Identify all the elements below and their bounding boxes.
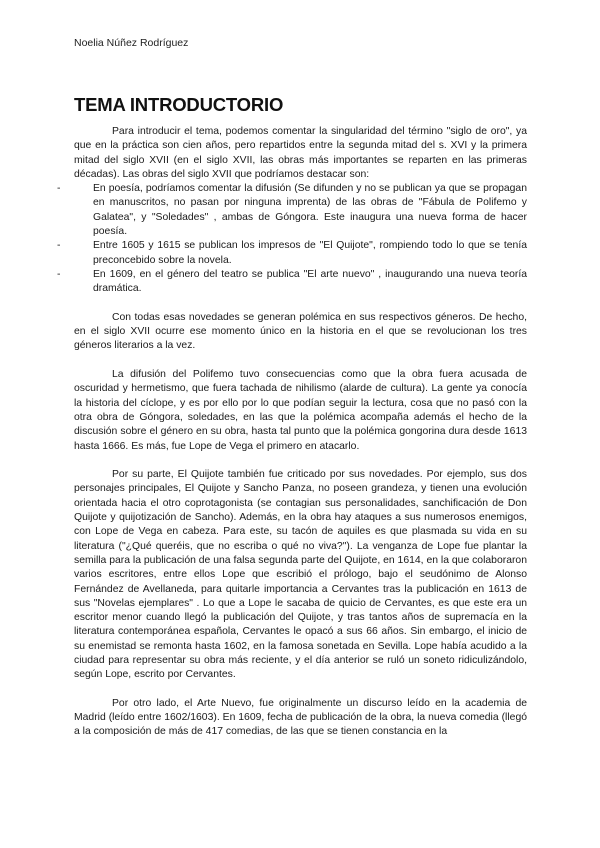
list-item	[57, 239, 527, 268]
works-list	[57, 182, 527, 296]
body-paragraph: La difusión del Polifemo tuvo consecuencias como que la obra fuera acusada de oscuridad y hermetismo, que fuera tachada de nihilismo (alarde de cultura). La gente ya conocía la historia del cíclope, y es por ello por lo que podían seguir la lectura, cosa que no pasó con la otra obra de Góngora, soledades, en las que la polémica acompaña además el hecho de la discusión sobre el género en su obra, hasta tal punto que la polémica gongorina dura desde 1613 hasta 1666. Es más, fue Lope de Vega el primero en atacarlo.	[74, 369, 527, 452]
body-paragraph: Por otro lado, el Arte Nuevo, fue originalmente un discurso leído en la academia de Madrid (leído entre 1602/1603). En 1609, fecha de publicación de la obra, la nueva comedia (llegó a la composición de más de 417 comedias, de las que se tienen constancia en la	[74, 697, 527, 738]
list-item	[57, 268, 527, 297]
list-item-text: En 1609, en el género del teatro se publica "El arte nuevo" , inaugurando una nueva teoría dramática.	[93, 268, 527, 295]
document-body	[57, 125, 527, 740]
list-item-text: Entre 1605 y 1615 se publican los impresos de "El Quijote", rompiendo todo lo que se tenía preconcebido sobre la novela.	[93, 240, 527, 266]
list-dash: -	[57, 240, 61, 252]
page-title: TEMA INTRODUCTORIO	[74, 94, 284, 115]
page-header-author: Noelia Núñez Rodríguez	[74, 37, 189, 49]
list-item-text: En poesía, podríamos comentar la difusión (Se difunden y no se publican ya que se propagan en manuscritos, no pasan por ninguna imprenta) de las obras de "Fábula de Polifemo y Galatea", y "Soledades" , ambas de Góngora. Este inaugura una nueva forma de hacer poesía.	[93, 183, 527, 238]
list-dash: -	[57, 183, 61, 195]
body-paragraph: Con todas esas novedades se generan polémica en sus respectivos géneros. De hecho, en el siglo XVII ocurre ese momento único en la historia en el que se revolucionan los tres géneros literarios a la vez.	[74, 311, 527, 352]
list-item	[57, 182, 527, 239]
list-dash: -	[57, 268, 61, 280]
body-paragraph: Por su parte, El Quijote también fue criticado por sus novedades. Por ejemplo, sus dos personajes principales, El Quijote y Sancho Panza, no poseen grandeza, y tienen una evolución orientada hacia el otro coprotagonista (se contagian sus personalidades, sanchificación de Don Quijote y quijotización de Sancho). Además, en la obra hay ataques a sus numerosos enemigos, con Lope de Vega en cabeza. Para este, su tacón de aquiles es que plasmada su vida en su literatura ("¿Qué queréis, que no escriba o qué no viva?"). La venganza de Lope fue plantar la semilla para la publicación de una falsa segunda parte del Quijote, en 1614, en la que colaboraron varios escritores, entre ellos Lope que escribió el prólogo, bajo el seudónimo de Alonso Fernández de Avellaneda, para quitarle importancia a Cervantes tras la publicación en 1613 de sus "Novelas ejemplares" . Lo que a Lope le sacaba de quicio de Cervantes, es que este era un escritor menor cuando llegó la publicación del Quijote, y tras tantos años de supremacía en la literatura contemporánea española, Cervantes le opacó a sus 66 años. Sin embargo, el inicio de su enemistad se remonta hasta 1602, en la famosa sonetada en Sevilla. Lope había acudido a la ciudad para representar su obra más reciente, y el día anterior se ruló un soneto ridiculizándolo, según Lope, escrito por Cervantes.	[74, 469, 527, 681]
intro-paragraph: Para introducir el tema, podemos comentar la singularidad del término "siglo de oro", ya que en la práctica son cien años, pero repartidos entre la segunda mitad del s. XVI y la primera mitad del siglo XVII (en el siglo XVII, las obras más importantes se reparten en las primeras décadas). Las obras del siglo XVII que podríamos destacar son:	[74, 126, 527, 180]
